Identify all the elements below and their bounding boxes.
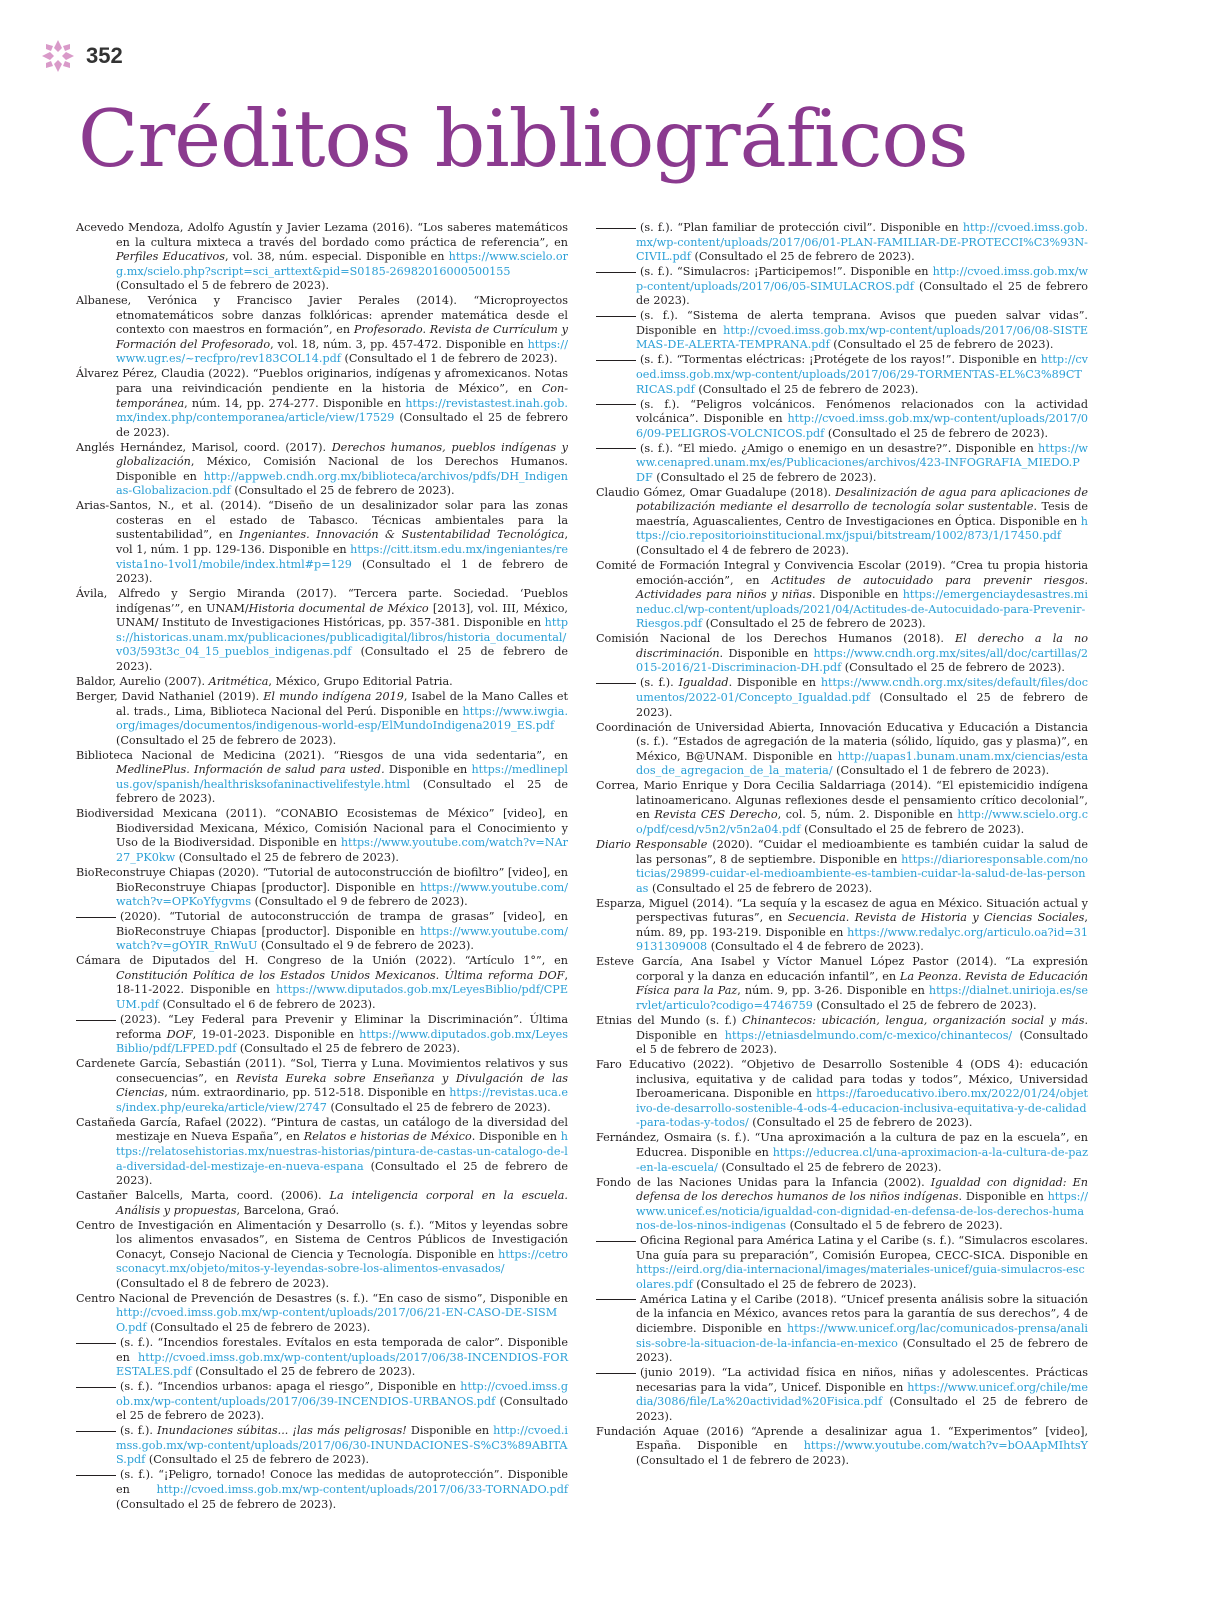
entry-text: (Consultado el 5 de febrero de 2023).: [636, 1028, 1088, 1057]
entry-text: , vol. 18, núm. 3, pp. 457-472. Disponible en: [270, 337, 528, 351]
entry-text: Comité de Formación Integral y Convivencia Escolar (2019). “Crea tu propia historia emoción-acción”, en: [596, 559, 1088, 587]
entry-text: Coordinación de Universidad Abierta, Innovación Educativa y Educación a Distancia (s. f.). “Estados de agregación de la materia (sólido, líquido, gas y plasma)”, en México, B@UNAM. Disponible en: [596, 720, 1088, 763]
bibliography-entry: [596, 1014, 1088, 1058]
entry-link[interactable]: https://medlineplus.gov/spanish/healthrisksofaninactivelifestyle.html: [116, 763, 568, 791]
entry-text: . Disponible en: [471, 1130, 561, 1144]
bibliography-entry: [596, 353, 1088, 397]
page-header: [40, 38, 123, 74]
entry-text: (Consultado el 25 de febrero de 2023).: [652, 470, 877, 484]
entry-text: (2020). “Cuidar el medioambiente es también cuidar la salud de las personas”, 8 de septiembre. Disponible en: [636, 837, 1088, 866]
entry-text: (Consultado el 4 de febrero de 2023).: [707, 940, 924, 954]
repeat-author-dash: [596, 683, 636, 684]
entry-text: (Consultado el 1 de febrero de 2023).: [636, 1453, 850, 1467]
repeat-author-dash: [76, 1020, 116, 1021]
entry-link[interactable]: http://cvoed.imss.gob.mx/wp-content/uploads/2017/06/21-EN-CASO-DE-SISMO.pdf: [116, 1306, 558, 1335]
entry-text: (Consultado el 25 de febrero de 2023).: [116, 777, 568, 806]
entry-text: Baldor, Aurelio (2007).: [76, 674, 209, 688]
bibliography-entry: [596, 1425, 1088, 1469]
entry-text: (Consultado el 25 de febrero de 2023).: [116, 733, 337, 747]
bibliography-entry: [76, 441, 568, 499]
entry-link[interactable]: https://www.youtube.com/watch?v=gOYIR_RnWuU: [116, 924, 568, 953]
entry-text: (s. f.). “¡Peligro, tornado! Conoce las medidas de autoprotección”. Disponible en: [116, 1468, 568, 1497]
entry-title: Con-temporánea: [116, 382, 568, 410]
bibliography-entry: [76, 1219, 568, 1292]
entry-link[interactable]: http://cvoed.imss.gob.mx/wp-content/uploads/2017/06/01-PLAN-FAMILIAR-DE-PROTECCI%C3%93N-CIVIL.pdf: [636, 221, 1088, 264]
entry-text: , vol. 38, núm. especial. Disponible en: [224, 250, 449, 264]
repeat-author-dash: [596, 228, 636, 229]
bibliography-entry: [76, 1336, 568, 1380]
entry-text: , Barcelona, Graó.: [236, 1203, 340, 1217]
entry-text: (s. f.).: [120, 1424, 157, 1438]
bibliography-entry: [76, 1013, 568, 1057]
entry-text: Fernández, Osmaira (s. f.). “Una aproximación a la cultura de paz en la escuela”, en Educrea. Disponible en: [596, 1131, 1088, 1159]
entry-link[interactable]: https://www.cenapred.unam.mx/es/Publicaciones/archivos/423-INFOGRAFIA_MIEDO.PDF: [636, 441, 1088, 484]
entry-text: (Consultado el 25 de febrero de 2023).: [236, 1042, 461, 1056]
entry-title: El mundo indígena 2019: [263, 690, 404, 703]
repeat-author-dash: [76, 917, 116, 918]
entry-text: (Consultado el 9 de febrero de 2023).: [257, 939, 474, 953]
entry-link[interactable]: https://emergenciaydesastres.mineduc.cl/wp-content/uploads/2021/04/Actitudes-de-Autocuidado-para-Prevenir-Riesgos.pdf: [636, 588, 1088, 631]
bibliography-entry: [76, 954, 568, 1012]
entry-text: . Disponible en: [636, 1014, 1089, 1042]
entry-text: (s. f.). “Peligros volcánicos. Fenómenos relacionados con la actividad volcánica”. Disponible en: [636, 397, 1088, 426]
entry-link[interactable]: https://revistastest.inah.gob.mx/index.php/contemporanea/article/view/17529: [116, 396, 568, 425]
entry-text: Arias-Santos, N., et al. (2014). “Diseño de un desalinizador solar para las zonas costeras en el estado de Tabasco. Técnicas ambientales para la sustentabilidad”, en: [76, 499, 568, 542]
entry-title: Diario Responsable: [596, 837, 708, 851]
entry-link[interactable]: https://dialnet.unirioja.es/servlet/articulo?codigo=4746759: [636, 984, 1088, 1012]
entry-text: (s. f.). “Tormentas eléctricas: ¡Protégete de los rayos!”. Disponible en: [640, 353, 1041, 367]
entry-text: (Consultado el 25 de febrero de 2023).: [175, 851, 399, 865]
entry-text: Correa, Mario Enrique y Dora Cecilia Saldarriaga (2014). “El epistemicidio indígena latinoamericano. Algunas reflexiones desde el pensamiento crítico decolonial”, en: [596, 779, 1088, 822]
entry-text: (Consultado el 25 de febrero de 2023).: [230, 484, 455, 498]
entry-text: BioReconstruye Chiapas (2020). “Tutorial de autoconstrucción de biofiltro” [video], en BioReconstruye Chiapas [productor]. Disponible en: [76, 866, 568, 894]
entry-title: Secuencia. Revista de Historia y Ciencias Sociales: [787, 911, 1085, 925]
entry-link[interactable]: http://cvoed.imss.gob.mx/wp-content/uploads/2017/06/33-TORNADO.pdf: [156, 1483, 568, 1497]
entry-text: (Consultado el 25 de febrero de 2023).: [326, 1100, 551, 1114]
entry-link[interactable]: https://www.scielo.org.mx/scielo.php?script=sci_arttext&pid=S0185-26982016000500155: [116, 250, 568, 278]
entry-text: (Consultado el 6 de febrero de 2023).: [158, 997, 376, 1011]
decorative-star-icon: [40, 38, 76, 74]
entry-text: Etnias del Mundo (s. f.): [596, 1014, 742, 1028]
entry-text: Disponible en: [384, 763, 472, 777]
repeat-author-dash: [596, 360, 636, 361]
entry-text: (Consultado el 25 de febrero de 2023).: [116, 1497, 337, 1511]
entry-link[interactable]: https://www.cndh.org.mx/sites/all/doc/cartillas/2015-2016/21-Discriminacion-DH.pdf: [636, 646, 1088, 675]
entry-title: Relatos e historias de México: [303, 1130, 472, 1144]
entry-text: (Consultado el 25 de febrero de 2023).: [690, 250, 915, 264]
entry-text: Cámara de Diputados del H. Congreso de la Unión (2022). “Artículo 1°”, en: [76, 954, 568, 968]
entry-text: (Consultado el 25 de febrero de 2023).: [717, 1160, 942, 1174]
entry-link[interactable]: https://cetrosconacyt.mx/objeto/mitos-y-leyendas-sobre-los-alimentos-envasados/: [116, 1247, 568, 1276]
entry-text: (Consultado el 25 de febrero de 2023).: [692, 1277, 917, 1291]
entry-text: , núm. 9, pp. 3-26. Disponible en: [737, 984, 929, 998]
bibliography-entry: [596, 897, 1088, 955]
bibliography-entry: [596, 265, 1088, 309]
entry-text: Fundación Aquae (2016) “Aprende a desalinizar agua 1. “Experimentos” [video], España. Disponible en: [596, 1424, 1088, 1453]
entry-text: . Disponible en: [812, 588, 903, 602]
bibliography-entry: [76, 1424, 568, 1468]
bibliography-left-column: [76, 221, 568, 1513]
entry-text: (Consultado el 25 de febrero de 2023).: [636, 1336, 1088, 1365]
entry-link[interactable]: http://cvoed.imss.gob.mx/wp-content/uploads/2017/06/09-PELIGROS-VOLCNICOS.pdf: [636, 412, 1088, 440]
entry-text: (s. f.). “Sistema de alerta temprana. Avisos que pueden salvar vidas”. Disponible en: [636, 309, 1088, 337]
entry-title: Desalinización de agua para aplicaciones de potabilización mediante el desarrollo de tecnología solar sustentable: [636, 485, 1088, 514]
entry-link[interactable]: http://cvoed.imss.gob.mx/wp-content/uploads/2017/06/08-SISTEMAS-DE-ALERTA-TEMPRANA.pdf: [636, 323, 1088, 352]
entry-title: Derechos humanos, pueblos indígenas y globalización: [116, 440, 568, 469]
entry-text: Biodiversidad Mexicana (2011). “CONABIO Ecosistemas de México” [video], en Biodiversidad Mexicana, México, Comisión Nacional para el Conocimiento y Uso de la Biodiversidad. Disponible en: [76, 807, 568, 850]
entry-link[interactable]: https://eird.org/dia-internacional/images/materiales-unicef/guia-simulacros-escolares.pdf: [636, 1263, 1085, 1291]
entry-text: Fondo de las Naciones Unidas para la Infancia (2002).: [596, 1175, 931, 1189]
bibliography-entry: [596, 721, 1088, 779]
entry-text: (s. f.).: [640, 676, 679, 690]
entry-text: (Consultado el 25 de febrero de 2023).: [636, 691, 1088, 719]
entry-text: (s. f.). “Incendios urbanos: apaga el riesgo”, Disponible en: [120, 1380, 461, 1394]
entry-text: (Consultado el 25 de febrero de 2023).: [636, 279, 1088, 308]
entry-text: (Consultado el 25 de febrero de 2023).: [116, 1159, 568, 1188]
entry-text: . Disponible en: [728, 676, 821, 690]
entry-text: (Consultado el 25 de febrero de 2023).: [841, 661, 1065, 675]
entry-text: Disponible en: [406, 1424, 494, 1438]
entry-text: Centro Nacional de Prevención de Desastres (s. f.). “En caso de sismo”, Disponible en: [76, 1291, 568, 1305]
entry-text: (Consultado el 25 de febrero de 2023).: [146, 1321, 371, 1335]
entry-text: (Consultado el 4 de febrero de 2023).: [636, 544, 850, 558]
entry-text: , Isabel de la Mano Calles et al. trads., Lima, Biblioteca Nacional del Perú. Disponible en: [116, 690, 569, 718]
entry-text: Comisión Nacional de los Derechos Humanos (2018).: [596, 632, 955, 646]
entry-text: (Consultado el 1 de febrero de 2023).: [116, 557, 568, 586]
entry-text: . Disponible en: [719, 646, 814, 660]
entry-text: . Disponible en: [958, 1190, 1048, 1204]
entry-text: (Consultado el 25 de febrero de 2023).: [145, 1453, 370, 1467]
entry-text: Albanese, Verónica y Francisco Javier Perales (2014). “Microproyectos etnomatemáticos sobre danzas folklóricas: aprender matemática desde el contexto con maestros en formación”, en: [76, 294, 568, 337]
entry-text: Oficina Regional para América Latina y el Caribe (s. f.). “Simulacros escolares. Una guía para su preparación”, Comisión Europea, CECC-SICA. Disponible en: [636, 1234, 1088, 1262]
bibliography-entry: [596, 1366, 1088, 1424]
entry-text: (s. f.). “Plan familiar de protección civil”. Disponible en: [640, 221, 963, 234]
entry-title: Inundaciones súbitas... ¡las más peligrosas!: [156, 1424, 407, 1438]
entry-text: (Consultado el 5 de febrero de 2023).: [116, 279, 330, 293]
entry-link[interactable]: https://revistas.uca.es/index.php/eureka/article/view/2747: [116, 1086, 568, 1114]
entry-title: Historia documental de México: [248, 601, 429, 615]
entry-text: (Consultado el 25 de febrero de 2023).: [116, 1394, 568, 1423]
repeat-author-dash: [76, 1475, 116, 1476]
entry-text: (Consultado el 25 de febrero de 2023).: [636, 1395, 1088, 1423]
entry-text: (Consultado el 25 de febrero de 2023).: [800, 822, 1025, 836]
repeat-author-dash: [596, 316, 636, 317]
entry-text: , vol 1, núm. 1 pp. 129-136. Disponible en: [116, 528, 568, 557]
entry-text: , col. 5, núm. 2. Disponible en: [777, 808, 958, 822]
bibliography-entry: [596, 1293, 1088, 1366]
entry-link[interactable]: https://faroeducativo.ibero.mx/2022/01/24/objetivo-de-desarrollo-sostenible-4-ods-4-educacion-inclusiva-equitativa-y-de-calidad-para-todas-y-todos/: [636, 1087, 1088, 1130]
entry-text: Esteve García, Ana Isabel y Víctor Manuel López Pastor (2014). “La expresión corporal y la danza en educación infantil”, en: [596, 955, 1088, 983]
entry-text: (s. f.). “Incendios forestales. Evítalos en esta temporada de calor”. Disponible en: [116, 1336, 568, 1364]
entry-text: Claudio Gómez, Omar Guadalupe (2018).: [596, 485, 836, 499]
entry-link[interactable]: https://www.iwgia.org/images/documentos/indigenous-world-esp/ElMundoIndigena2019_ES.pdf: [116, 704, 568, 733]
entry-text: (Consultado el 25 de febrero de 2023).: [116, 645, 568, 673]
bibliography-entry: [76, 690, 568, 748]
entry-title: Actitudes de autocuidado para prevenir riesgos. Actividades para niños y niñas: [636, 573, 1089, 602]
entry-link[interactable]: https://www.unicef.es/noticia/igualdad-con-dignidad-en-defensa-de-los-derechos-humanos-de-los-ninos-indigenas: [636, 1190, 1088, 1233]
bibliography-entry: [76, 807, 568, 865]
bibliography-entry: [596, 632, 1088, 676]
entry-text: (Consultado el 25 de febrero de 2023).: [191, 1365, 416, 1379]
entry-link[interactable]: https://www.cndh.org.mx/sites/default/files/documentos/2022-01/Concepto_Igualdad.pdf: [636, 676, 1088, 704]
bibliography-entry: [596, 486, 1088, 559]
entry-text: Castañer Balcells, Marta, coord. (2006).: [76, 1189, 330, 1203]
entry-text: (s. f.). “El miedo. ¿Amigo o enemigo en un desastre?”. Disponible en: [640, 441, 1039, 455]
entry-link[interactable]: https://www.youtube.com/watch?v=OPKoYfygvms: [116, 880, 568, 909]
entry-title: Igualdad con dignidad: En defensa de los derechos humanos de los niños indígenas: [636, 1175, 1088, 1204]
repeat-author-dash: [596, 272, 636, 273]
entry-text: Berger, David Nathaniel (2019).: [76, 690, 264, 703]
entry-link[interactable]: https://www.diputados.gob.mx/LeyesBiblio/pdf/LFPED.pdf: [116, 1027, 568, 1056]
entry-text: , 19-01-2023. Disponible en: [192, 1027, 360, 1041]
entry-text: (Consultado el 8 de febrero de 2023).: [116, 1276, 330, 1290]
entry-link[interactable]: http://uapas1.bunam.unam.mx/ciencias/estados_de_agregacion_de_la_materia/: [636, 749, 1088, 778]
entry-link[interactable]: http://appweb.cndh.org.mx/biblioteca/archivos/pdfs/DH_Indigenas-Globalizacion.pdf: [116, 469, 568, 498]
bibliography-entry: [76, 1380, 568, 1424]
repeat-author-dash: [76, 1387, 116, 1388]
entry-text: (Consultado el 25 de febrero de 2023).: [116, 411, 568, 439]
entry-text: Centro de Investigación en Alimentación y Desarrollo (s. f.). “Mitos y leyendas sobre los alimentos envasados”, en Sistema de Centros Públicos de Investigación Conacyt, Consejo Nacional de Ciencia y Tecnología. Disponible en: [76, 1218, 568, 1261]
entry-text: (Consultado el 25 de febrero de 2023).: [829, 338, 1054, 352]
entry-link[interactable]: https://www.ugr.es/~recfpro/rev183COL14.pdf: [116, 337, 568, 366]
entry-title: DOF: [166, 1027, 193, 1041]
entry-link[interactable]: http://cvoed.imss.gob.mx/wp-content/uploads/2017/06/05-SIMULACROS.pdf: [636, 265, 1088, 293]
bibliography-entry: [596, 442, 1088, 486]
entry-text: , núm. extraordinario, pp. 512-518. Disponible en: [164, 1086, 450, 1100]
bibliography-entry: [596, 779, 1088, 837]
entry-link[interactable]: http://www.scielo.org.co/pdf/cesd/v5n2/v5n2a04.pdf: [636, 808, 1088, 836]
entry-link[interactable]: https://www.youtube.com/watch?v=NAr27_PK0kw: [116, 836, 568, 865]
bibliography-entry: [596, 1234, 1088, 1292]
entry-text: Esparza, Miguel (2014). “La sequía y la escasez de agua en México. Situación actual y perspectivas futuras”, en: [596, 896, 1088, 925]
repeat-author-dash: [596, 448, 636, 449]
entry-text: Acevedo Mendoza, Adolfo Agustín y Javier Lezama (2016). “Los saberes matemáticos en la cultura mixteca a través del bordado como práctica de referencia”, en: [76, 221, 568, 249]
bibliography-entry: [596, 221, 1088, 265]
entry-text: , núm. 14, pp. 274-277. Disponible en: [184, 396, 406, 410]
entry-title: Revista Eureka sobre Enseñanza y Divulgación de las Ciencias: [116, 1071, 568, 1100]
entry-text: , núm. 89, pp. 193-219. Disponible en: [636, 911, 1088, 939]
bibliography-entry: [76, 1468, 568, 1512]
entry-text: Castañeda García, Rafael (2022). “Pintura de castas, un catálogo de la diversidad del mestizaje en Nueva España”, en: [76, 1115, 568, 1144]
entry-link[interactable]: http://cvoed.imss.gob.mx/wp-content/uploads/2017/06/29-TORMENTAS-EL%C3%89CTRICAS.pdf: [636, 353, 1088, 396]
entry-text: (Consultado el 25 de febrero de 2023).: [748, 1116, 973, 1130]
bibliography-entry: [596, 838, 1088, 896]
entry-text: (2023). “Ley Federal para Prevenir y Eliminar la Discriminación”. Última reforma: [116, 1013, 568, 1041]
bibliography-entry: [76, 221, 568, 294]
entry-text: (2020). “Tutorial de autoconstrucción de trampa de grasas” [video], en BioReconstruye Chiapas [productor]. Disponible en: [116, 910, 568, 938]
entry-link[interactable]: https://citt.itsm.edu.mx/ingeniantes/revista1no-1vol1/mobile/index.html#p=129: [116, 543, 568, 571]
entry-text: (Consultado el 1 de febrero de 2023).: [832, 764, 1050, 778]
entry-text: Cardenete García, Sebastián (2011). “Sol, Tierra y Luna. Movimientos relativos y sus consecuencias”, en: [76, 1057, 568, 1085]
bibliography-entry: [76, 587, 568, 674]
bibliography-entry: [76, 294, 568, 367]
bibliography-entry: [76, 1292, 568, 1336]
page-title: Créditos bibliográficos: [78, 93, 968, 185]
entry-link[interactable]: https://www.unicef.org/lac/comunicados-prensa/analisis-sobre-la-situacion-de-la-infancia-en-mexico: [636, 1322, 1088, 1350]
bibliography-entry: [76, 1116, 568, 1189]
entry-text: (Consultado el 9 de febrero de 2023).: [251, 895, 468, 909]
entry-link[interactable]: https://diarioresponsable.com/noticias/29899-cuidar-el-medioambiente-es-tambien-cuidar-la-salud-de-las-personas: [636, 852, 1088, 895]
entry-text: (Consultado el 25 de febrero de 2023).: [824, 426, 1049, 440]
bibliography-entry: [596, 1131, 1088, 1175]
bibliography-entry: [596, 559, 1088, 632]
entry-title: Aritmética: [208, 674, 269, 688]
bibliography-entry: [596, 1058, 1088, 1131]
entry-link[interactable]: https://etniasdelmundo.com/c-mexico/chinantecos/: [724, 1028, 1013, 1042]
entry-text: Ávila, Alfredo y Sergio Miranda (2017). “Tercera parte. Sociedad. ‘Pueblos indígenas’”, en UNAM/: [76, 587, 568, 615]
entry-text: [2013], vol. III, México, UNAM/ Instituto de Investigaciones Históricas, pp. 357-381. Disponible en: [116, 601, 568, 630]
entry-text: (s. f.). “Simulacros: ¡Participemos!”. Disponible en: [640, 265, 933, 279]
entry-text: , México, Comisión Nacional de los Derechos Humanos. Disponible en: [116, 455, 568, 483]
bibliography-entry: [596, 955, 1088, 1013]
entry-text: (Consultado el 25 de febrero de 2023).: [702, 617, 926, 631]
repeat-author-dash: [596, 404, 636, 405]
entry-title: Constitución Política de los Estados Unidos Mexicanos. Última reforma DOF: [116, 968, 565, 982]
entry-title: Chinantecos: ubicación, lengua, organización social y más: [742, 1014, 1085, 1028]
entry-text: . Tesis de maestría, Aguascalientes, Centro de Investigaciones en Óptica. Disponible en: [636, 500, 1088, 528]
bibliography-entry: [76, 910, 568, 954]
bibliography-entry: [596, 398, 1088, 442]
entry-title: La inteligencia corporal en la escuela. Análisis y propuestas: [116, 1189, 568, 1217]
entry-link[interactable]: https://relatosehistorias.mx/nuestras-historias/pintura-de-castas-un-catalogo-de-la-diversidad-del-mestizaje-en-nueva-espana: [116, 1130, 568, 1173]
bibliography-entry: [76, 675, 568, 690]
entry-title: MedlinePlus. Información de salud para usted.: [116, 763, 385, 777]
entry-text: (Consultado el 25 de febrero de 2023).: [812, 998, 1037, 1012]
bibliography-entry: [76, 866, 568, 910]
repeat-author-dash: [76, 1431, 116, 1432]
entry-title: Perfiles Educativos: [116, 250, 225, 264]
entry-link[interactable]: http://cvoed.imss.gob.mx/wp-content/uploads/2017/06/38-INCENDIOS-FORESTALES.pdf: [116, 1350, 568, 1379]
entry-link[interactable]: http://cvoed.imss.gob.mx/wp-content/uploads/2017/06/30-INUNDACIONES-S%C3%89ABITAS.pdf: [116, 1424, 569, 1467]
bibliography-right-column: [596, 221, 1088, 1469]
entry-link[interactable]: http://cvoed.imss.gob.mx/wp-content/uploads/2017/06/39-INCENDIOS-URBANOS.pdf: [116, 1380, 568, 1408]
entry-title: El derecho a la no discriminación: [636, 632, 1088, 660]
entry-text: Álvarez Pérez, Claudia (2022). “Pueblos originarios, indígenas y afromexicanos. Notas para una reivindicación pendiente en la historia de México”, en: [76, 367, 568, 396]
entry-title: Ingeniantes. Innovación & Sustentabilidad Tecnológica: [239, 528, 565, 542]
entry-title: Profesorado. Revista de Currículum y Formación del Profesorado: [116, 323, 568, 351]
bibliography-entry: [596, 676, 1088, 720]
bibliography-entry: [76, 1189, 568, 1218]
bibliography-entry: [76, 1057, 568, 1115]
entry-text: (junio 2019). “La actividad física en niños, niñas y adolescentes. Prácticas necesarias para la vida”, Unicef. Disponible en: [636, 1366, 1088, 1394]
entry-link[interactable]: https://historicas.unam.mx/publicaciones/publicadigital/libros/historia_documental/v03/593t3c_04_15_pueblos_indigenas.pdf: [116, 616, 568, 659]
entry-text: , 18-11-2022. Disponible en: [116, 968, 568, 997]
entry-text: América Latina y el Caribe (2018). “Unicef presenta análisis sobre la situación de la infancia en México, avances retos para la garantía de sus derechos”, 4 de diciembre. Disponible en: [636, 1292, 1088, 1336]
bibliography-entry: [76, 367, 568, 440]
entry-link[interactable]: https://cio.repositorioinstitucional.mx/jspui/bitstream/1002/873/1/17450.pdf: [636, 514, 1088, 543]
entry-link[interactable]: https://educrea.cl/una-aproximacion-a-la-cultura-de-paz-en-la-escuela/: [636, 1145, 1088, 1174]
bibliography-entry: [76, 749, 568, 807]
bibliography-entry: [596, 309, 1088, 353]
entry-link[interactable]: https://www.redalyc.org/articulo.oa?id=319131309008: [636, 925, 1088, 954]
bibliography-entry: [596, 1176, 1088, 1234]
entry-text: Biblioteca Nacional de Medicina (2021). “Riesgos de una vida sedentaria”, en: [76, 748, 568, 762]
repeat-author-dash: [596, 1373, 636, 1374]
entry-text: , México, Grupo Editorial Patria.: [268, 674, 453, 688]
repeat-author-dash: [596, 1241, 636, 1242]
repeat-author-dash: [76, 1343, 116, 1344]
entry-title: La Peonza. Revista de Educación Física para la Paz: [636, 969, 1088, 998]
repeat-author-dash: [596, 1299, 636, 1300]
entry-title: Igualdad: [678, 676, 729, 690]
entry-link[interactable]: https://www.youtube.com/watch?v=bOAApMIhtsY: [803, 1439, 1088, 1453]
entry-text: (Consultado el 1 de febrero de 2023).: [340, 352, 558, 366]
entry-text: Anglés Hernández, Marisol, coord. (2017).: [76, 440, 332, 454]
entry-text: (Consultado el 25 de febrero de 2023).: [694, 382, 919, 396]
entry-text: Faro Educativo (2022). “Objetivo de Desarrollo Sostenible 4 (ODS 4): educación inclusiva, equitativa y de calidad para todas y todos”, México, Universidad Iberoamericana. Disponible en: [596, 1058, 1088, 1101]
entry-text: (Consultado el 5 de febrero de 2023).: [786, 1219, 1003, 1233]
entry-link[interactable]: https://www.diputados.gob.mx/LeyesBiblio/pdf/CPEUM.pdf: [116, 983, 568, 1011]
entry-link[interactable]: https://www.unicef.org/chile/media/3086/file/La%20actividad%20Fisica.pdf: [636, 1380, 1088, 1409]
page-number: 352: [86, 43, 123, 68]
entry-title: Revista CES Derecho: [654, 808, 778, 822]
bibliography-entry: [76, 499, 568, 586]
entry-text: (Consultado el 25 de febrero de 2023).: [648, 881, 873, 895]
